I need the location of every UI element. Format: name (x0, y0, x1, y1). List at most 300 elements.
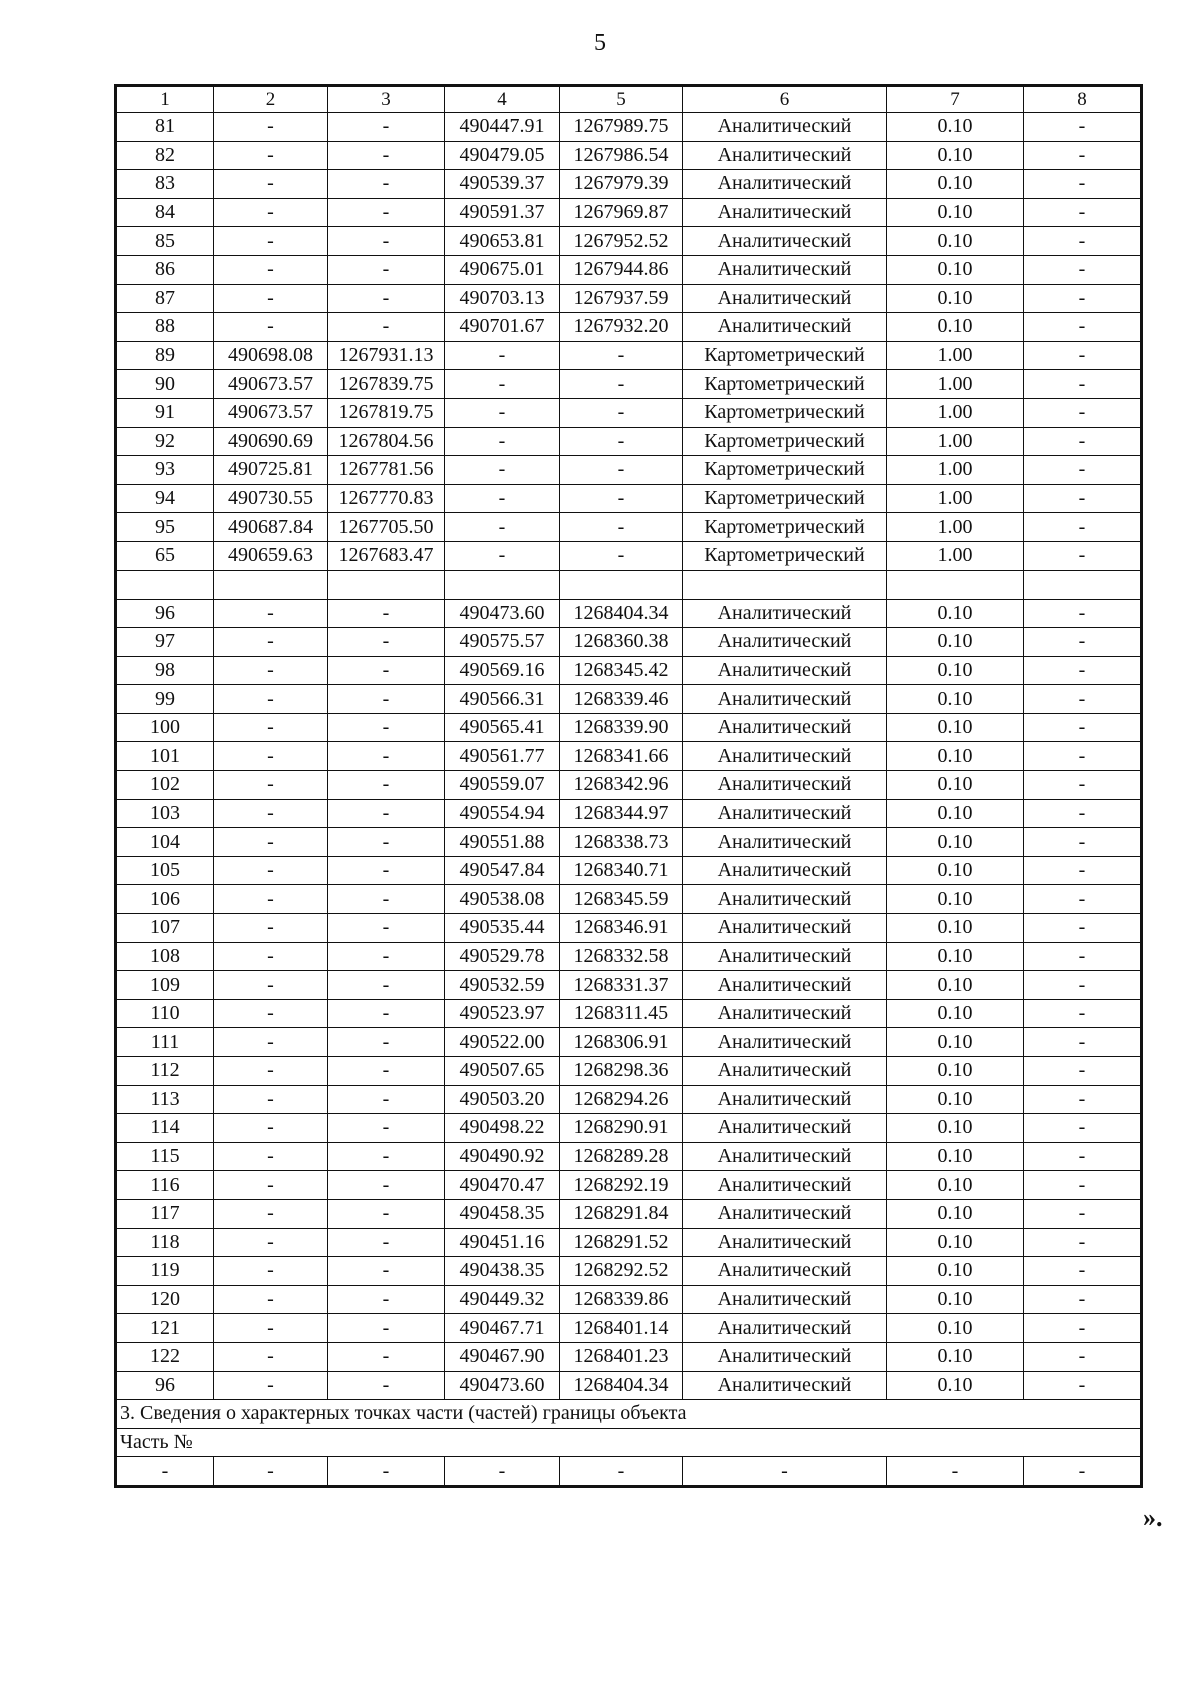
table-row (116, 456, 1142, 485)
table-cell: 1268292.52 (560, 1257, 683, 1286)
table-cell: 490451.16 (445, 1228, 560, 1257)
table-cell: - (214, 1142, 328, 1171)
column-header: 3 (328, 86, 445, 113)
table-cell: - (328, 1285, 445, 1314)
table-cell: - (560, 541, 683, 570)
table-cell: - (214, 1257, 328, 1286)
table-row (116, 1314, 1142, 1343)
table-cell: 116 (116, 1171, 214, 1200)
table-cell: - (328, 599, 445, 628)
table-cell: 98 (116, 656, 214, 685)
table-cell: - (214, 1285, 328, 1314)
table-cell: - (214, 828, 328, 857)
table-cell: 1.00 (887, 341, 1024, 370)
table-body-part1 (116, 113, 1142, 571)
table-cell: - (1024, 1342, 1142, 1371)
table-cell: 1267979.39 (560, 170, 683, 199)
table-cell: - (1024, 1371, 1142, 1400)
table-cell: Аналитический (683, 885, 887, 914)
table-cell: 1267989.75 (560, 113, 683, 142)
table-cell: - (214, 1199, 328, 1228)
table-cell: - (1024, 1314, 1142, 1343)
table-cell: - (1024, 1171, 1142, 1200)
table-row (116, 742, 1142, 771)
table-cell: Картометрический (683, 398, 887, 427)
table-cell: - (1024, 742, 1142, 771)
table-cell: 0.10 (887, 113, 1024, 142)
table-cell: 0.10 (887, 599, 1024, 628)
table-cell: Аналитический (683, 828, 887, 857)
table-cell: - (214, 284, 328, 313)
table-cell: 1268404.34 (560, 599, 683, 628)
table-row (116, 370, 1142, 399)
table-cell: 1267804.56 (328, 427, 445, 456)
table-row (116, 255, 1142, 284)
table-cell: Аналитический (683, 227, 887, 256)
table-cell: 0.10 (887, 1228, 1024, 1257)
table-cell: 0.10 (887, 999, 1024, 1028)
table-cell: Аналитический (683, 742, 887, 771)
table-cell: 122 (116, 1342, 214, 1371)
table-cell: - (1024, 799, 1142, 828)
table-cell: 490673.57 (214, 370, 328, 399)
table-cell: Аналитический (683, 771, 887, 800)
table-cell: - (214, 885, 328, 914)
table-cell: 87 (116, 284, 214, 313)
table-cell: 117 (116, 1199, 214, 1228)
table-cell: 490703.13 (445, 284, 560, 313)
table-cell: 490503.20 (445, 1085, 560, 1114)
table-cell: - (328, 999, 445, 1028)
table-cell: 1268340.71 (560, 856, 683, 885)
table-cell: - (1024, 398, 1142, 427)
table-cell: Аналитический (683, 198, 887, 227)
table-cell: - (445, 541, 560, 570)
table-cell: 106 (116, 885, 214, 914)
table-cell: - (328, 1142, 445, 1171)
table-cell: 1268346.91 (560, 914, 683, 943)
table-cell: - (560, 1457, 683, 1487)
table-cell: Аналитический (683, 971, 887, 1000)
column-header: 5 (560, 86, 683, 113)
blank-row (116, 570, 1142, 599)
table-cell: 1.00 (887, 398, 1024, 427)
table-row (116, 198, 1142, 227)
table-row (116, 1057, 1142, 1086)
table-row (116, 398, 1142, 427)
table-cell: 119 (116, 1257, 214, 1286)
table-cell: Аналитический (683, 942, 887, 971)
table-cell: 97 (116, 628, 214, 657)
table-cell: - (214, 999, 328, 1028)
table-cell: - (328, 742, 445, 771)
table-cell: 1.00 (887, 541, 1024, 570)
table-cell: Аналитический (683, 1028, 887, 1057)
table-cell: 0.10 (887, 742, 1024, 771)
table-cell (116, 570, 214, 599)
table-cell: 1267839.75 (328, 370, 445, 399)
table-cell: 490538.08 (445, 885, 560, 914)
table-cell: - (560, 427, 683, 456)
table-cell: 83 (116, 170, 214, 199)
table-cell: Аналитический (683, 1199, 887, 1228)
table-cell: 0.10 (887, 1342, 1024, 1371)
table-cell: - (328, 227, 445, 256)
table-cell: 103 (116, 799, 214, 828)
table-cell: 1268306.91 (560, 1028, 683, 1057)
table-cell: - (328, 971, 445, 1000)
table-cell: - (328, 1028, 445, 1057)
table-cell: - (214, 771, 328, 800)
column-header: 2 (214, 86, 328, 113)
final-row (116, 1457, 1142, 1487)
table-cell: - (328, 628, 445, 657)
table-cell: 1267952.52 (560, 227, 683, 256)
table-cell: 0.10 (887, 656, 1024, 685)
table-cell: 0.10 (887, 885, 1024, 914)
table-cell: Картометрический (683, 541, 887, 570)
table-cell: Картометрический (683, 427, 887, 456)
table-cell: - (1024, 255, 1142, 284)
table-cell: 1268339.46 (560, 685, 683, 714)
table-cell: - (445, 427, 560, 456)
table-cell: 1268360.38 (560, 628, 683, 657)
table-cell: 1.00 (887, 513, 1024, 542)
table-row (116, 427, 1142, 456)
table-cell: 490490.92 (445, 1142, 560, 1171)
column-header: 7 (887, 86, 1024, 113)
table-cell: - (1024, 599, 1142, 628)
table-cell: 0.10 (887, 1057, 1024, 1086)
table-cell: - (1024, 828, 1142, 857)
table-cell: 0.10 (887, 1028, 1024, 1057)
table-cell: 490566.31 (445, 685, 560, 714)
table-cell: 1.00 (887, 427, 1024, 456)
table-cell: 0.10 (887, 313, 1024, 342)
table-cell: 0.10 (887, 255, 1024, 284)
table-cell: 111 (116, 1028, 214, 1057)
table-cell: - (328, 914, 445, 943)
table-cell: 1268331.37 (560, 971, 683, 1000)
table-row (116, 999, 1142, 1028)
table-cell: 0.10 (887, 198, 1024, 227)
table-row (116, 1142, 1142, 1171)
table-cell: - (560, 484, 683, 513)
table-cell: 490698.08 (214, 341, 328, 370)
table-cell: 105 (116, 856, 214, 885)
table-cell: - (214, 799, 328, 828)
table-cell: 0.10 (887, 284, 1024, 313)
table-cell: - (1024, 198, 1142, 227)
table-cell: 490561.77 (445, 742, 560, 771)
table-cell: Аналитический (683, 856, 887, 885)
table-cell: 0.10 (887, 771, 1024, 800)
table-cell: 120 (116, 1285, 214, 1314)
table-cell: 0.10 (887, 828, 1024, 857)
table-cell: 1267683.47 (328, 541, 445, 570)
table-cell: 490575.57 (445, 628, 560, 657)
table-cell: 88 (116, 313, 214, 342)
table-cell: - (214, 1114, 328, 1143)
table-cell: 0.10 (887, 170, 1024, 199)
table-row (116, 484, 1142, 513)
table-cell: Аналитический (683, 628, 887, 657)
table-cell: 82 (116, 141, 214, 170)
table-cell: 1267932.20 (560, 313, 683, 342)
table-cell: 490507.65 (445, 1057, 560, 1086)
table-cell: 0.10 (887, 971, 1024, 1000)
table-cell: - (214, 170, 328, 199)
table-cell: 91 (116, 398, 214, 427)
table-cell: 85 (116, 227, 214, 256)
page-number: 5 (594, 30, 606, 56)
table-cell: 0.10 (887, 685, 1024, 714)
table-cell: 490673.57 (214, 398, 328, 427)
table-cell: 100 (116, 713, 214, 742)
table-cell: - (1024, 1085, 1142, 1114)
table-cell: - (1024, 456, 1142, 485)
table-cell: - (1024, 628, 1142, 657)
table-cell: - (1024, 370, 1142, 399)
table-cell: Аналитический (683, 599, 887, 628)
table-cell: 490690.69 (214, 427, 328, 456)
table-cell: 490523.97 (445, 999, 560, 1028)
table-cell: - (1024, 113, 1142, 142)
table-cell: 490701.67 (445, 313, 560, 342)
table-cell: - (328, 313, 445, 342)
table-cell: - (1024, 1228, 1142, 1257)
table-cell: - (1024, 313, 1142, 342)
table-cell: - (214, 1457, 328, 1487)
part-label-row (116, 1428, 1142, 1457)
table-cell: 0.10 (887, 1257, 1024, 1286)
table-cell: 0.10 (887, 1199, 1024, 1228)
table-cell: 99 (116, 685, 214, 714)
table-cell (445, 570, 560, 599)
table-cell (328, 570, 445, 599)
table-cell: - (560, 341, 683, 370)
table-cell: - (445, 398, 560, 427)
table-cell: 1268401.14 (560, 1314, 683, 1343)
table-cell: - (560, 456, 683, 485)
table-cell: - (214, 1228, 328, 1257)
table-cell: - (214, 198, 328, 227)
column-header: 6 (683, 86, 887, 113)
table-cell: 490479.05 (445, 141, 560, 170)
table-cell: - (328, 1342, 445, 1371)
table-cell: 490529.78 (445, 942, 560, 971)
table-cell: - (214, 1371, 328, 1400)
table-cell: 89 (116, 341, 214, 370)
table-row (116, 771, 1142, 800)
table-row (116, 113, 1142, 142)
table-cell: - (445, 484, 560, 513)
table-cell: - (328, 1371, 445, 1400)
table-row (116, 1228, 1142, 1257)
table-cell: - (328, 1057, 445, 1086)
table-row (116, 1371, 1142, 1400)
table-cell: 490539.37 (445, 170, 560, 199)
table-cell: - (214, 856, 328, 885)
table-cell: 1268291.52 (560, 1228, 683, 1257)
table-cell (560, 570, 683, 599)
table-row (116, 1257, 1142, 1286)
table-row (116, 513, 1142, 542)
table-cell: - (214, 1028, 328, 1057)
table-cell: 490551.88 (445, 828, 560, 857)
table-row (116, 313, 1142, 342)
table-cell (887, 570, 1024, 599)
table-cell: 1268401.23 (560, 1342, 683, 1371)
table-cell: - (328, 284, 445, 313)
table-cell: - (214, 255, 328, 284)
table-cell: - (1024, 1199, 1142, 1228)
table-cell: - (214, 742, 328, 771)
table-cell: 1268345.59 (560, 885, 683, 914)
table-cell: - (1024, 427, 1142, 456)
table-row (116, 170, 1142, 199)
table-row (116, 713, 1142, 742)
table-cell: 112 (116, 1057, 214, 1086)
table-cell: Аналитический (683, 1171, 887, 1200)
table-cell: - (560, 370, 683, 399)
table-cell: Картометрический (683, 456, 887, 485)
table-cell: 96 (116, 599, 214, 628)
table-cell: 0.10 (887, 141, 1024, 170)
table-cell: - (328, 942, 445, 971)
table-cell: Аналитический (683, 313, 887, 342)
table-cell: Аналитический (683, 1057, 887, 1086)
table-cell: 1.00 (887, 484, 1024, 513)
table-cell (214, 570, 328, 599)
table-cell: - (1024, 1057, 1142, 1086)
table-cell: 1268298.36 (560, 1057, 683, 1086)
table-cell: 108 (116, 942, 214, 971)
table-row (116, 685, 1142, 714)
table-cell: - (1024, 685, 1142, 714)
table-cell: - (328, 856, 445, 885)
table-cell: 1268339.86 (560, 1285, 683, 1314)
table-cell: - (445, 513, 560, 542)
table-cell: - (328, 141, 445, 170)
table-cell: Картометрический (683, 370, 887, 399)
table-cell: - (214, 141, 328, 170)
table-cell: - (214, 1171, 328, 1200)
table-cell: Аналитический (683, 914, 887, 943)
table-cell: 114 (116, 1114, 214, 1143)
table-cell: - (1024, 999, 1142, 1028)
table-cell: 90 (116, 370, 214, 399)
table-cell: - (328, 170, 445, 199)
table-row (116, 1199, 1142, 1228)
table-cell: Аналитический (683, 1342, 887, 1371)
table-cell: 84 (116, 198, 214, 227)
table-cell: 0.10 (887, 1114, 1024, 1143)
table-cell: - (1024, 141, 1142, 170)
table-cell: - (1024, 227, 1142, 256)
table-cell: 65 (116, 541, 214, 570)
table-cell: Аналитический (683, 1314, 887, 1343)
table-cell: - (445, 370, 560, 399)
table-cell: 490591.37 (445, 198, 560, 227)
table-cell: 0.10 (887, 227, 1024, 256)
table-cell: - (1024, 1257, 1142, 1286)
table-cell (1024, 570, 1142, 599)
table-cell: - (1024, 914, 1142, 943)
table-cell: Аналитический (683, 713, 887, 742)
table-cell: - (214, 971, 328, 1000)
column-header: 4 (445, 86, 560, 113)
table-cell: Аналитический (683, 113, 887, 142)
column-header: 1 (116, 86, 214, 113)
table-cell: 1267705.50 (328, 513, 445, 542)
table-cell: 490554.94 (445, 799, 560, 828)
table-cell: 490473.60 (445, 1371, 560, 1400)
table-cell: - (214, 685, 328, 714)
table-cell: - (116, 1457, 214, 1487)
table-cell: - (1024, 1142, 1142, 1171)
table-cell: - (1024, 341, 1142, 370)
table-cell: 107 (116, 914, 214, 943)
table-cell: - (1024, 885, 1142, 914)
table-cell: 490535.44 (445, 914, 560, 943)
table-cell: 490532.59 (445, 971, 560, 1000)
table-cell: Аналитический (683, 656, 887, 685)
table-cell: 1268291.84 (560, 1199, 683, 1228)
table-row (116, 1171, 1142, 1200)
table-cell: 490559.07 (445, 771, 560, 800)
table-cell: 0.10 (887, 713, 1024, 742)
table-cell: 490547.84 (445, 856, 560, 885)
table-cell: 490458.35 (445, 1199, 560, 1228)
table-row (116, 1085, 1142, 1114)
table-cell: - (214, 942, 328, 971)
part-number-label: Часть № (116, 1428, 1142, 1457)
table-cell: 0.10 (887, 856, 1024, 885)
table-cell: 490730.55 (214, 484, 328, 513)
table-cell: 490447.91 (445, 113, 560, 142)
table-row (116, 942, 1142, 971)
table-cell: 96 (116, 1371, 214, 1400)
table-cell: 1267781.56 (328, 456, 445, 485)
table-cell: 113 (116, 1085, 214, 1114)
table-cell: 1268294.26 (560, 1085, 683, 1114)
table-cell: - (328, 1228, 445, 1257)
table-cell: 1268345.42 (560, 656, 683, 685)
table-row (116, 971, 1142, 1000)
table-cell: 0.10 (887, 799, 1024, 828)
table-cell: - (214, 1342, 328, 1371)
table-cell: - (214, 1085, 328, 1114)
table-cell: - (214, 599, 328, 628)
table-cell: 490473.60 (445, 599, 560, 628)
table-cell: 1267931.13 (328, 341, 445, 370)
table-cell: - (214, 713, 328, 742)
table-cell: 0.10 (887, 1285, 1024, 1314)
table-row (116, 885, 1142, 914)
table-cell: 490565.41 (445, 713, 560, 742)
table-cell: 490467.90 (445, 1342, 560, 1371)
table-cell: 1.00 (887, 370, 1024, 399)
table-cell: 102 (116, 771, 214, 800)
table-cell: - (1024, 170, 1142, 199)
table-cell: 1268311.45 (560, 999, 683, 1028)
table-cell: 490449.32 (445, 1285, 560, 1314)
table-cell: Аналитический (683, 170, 887, 199)
table-cell: 93 (116, 456, 214, 485)
table-cell: 1268290.91 (560, 1114, 683, 1143)
table-row (116, 227, 1142, 256)
